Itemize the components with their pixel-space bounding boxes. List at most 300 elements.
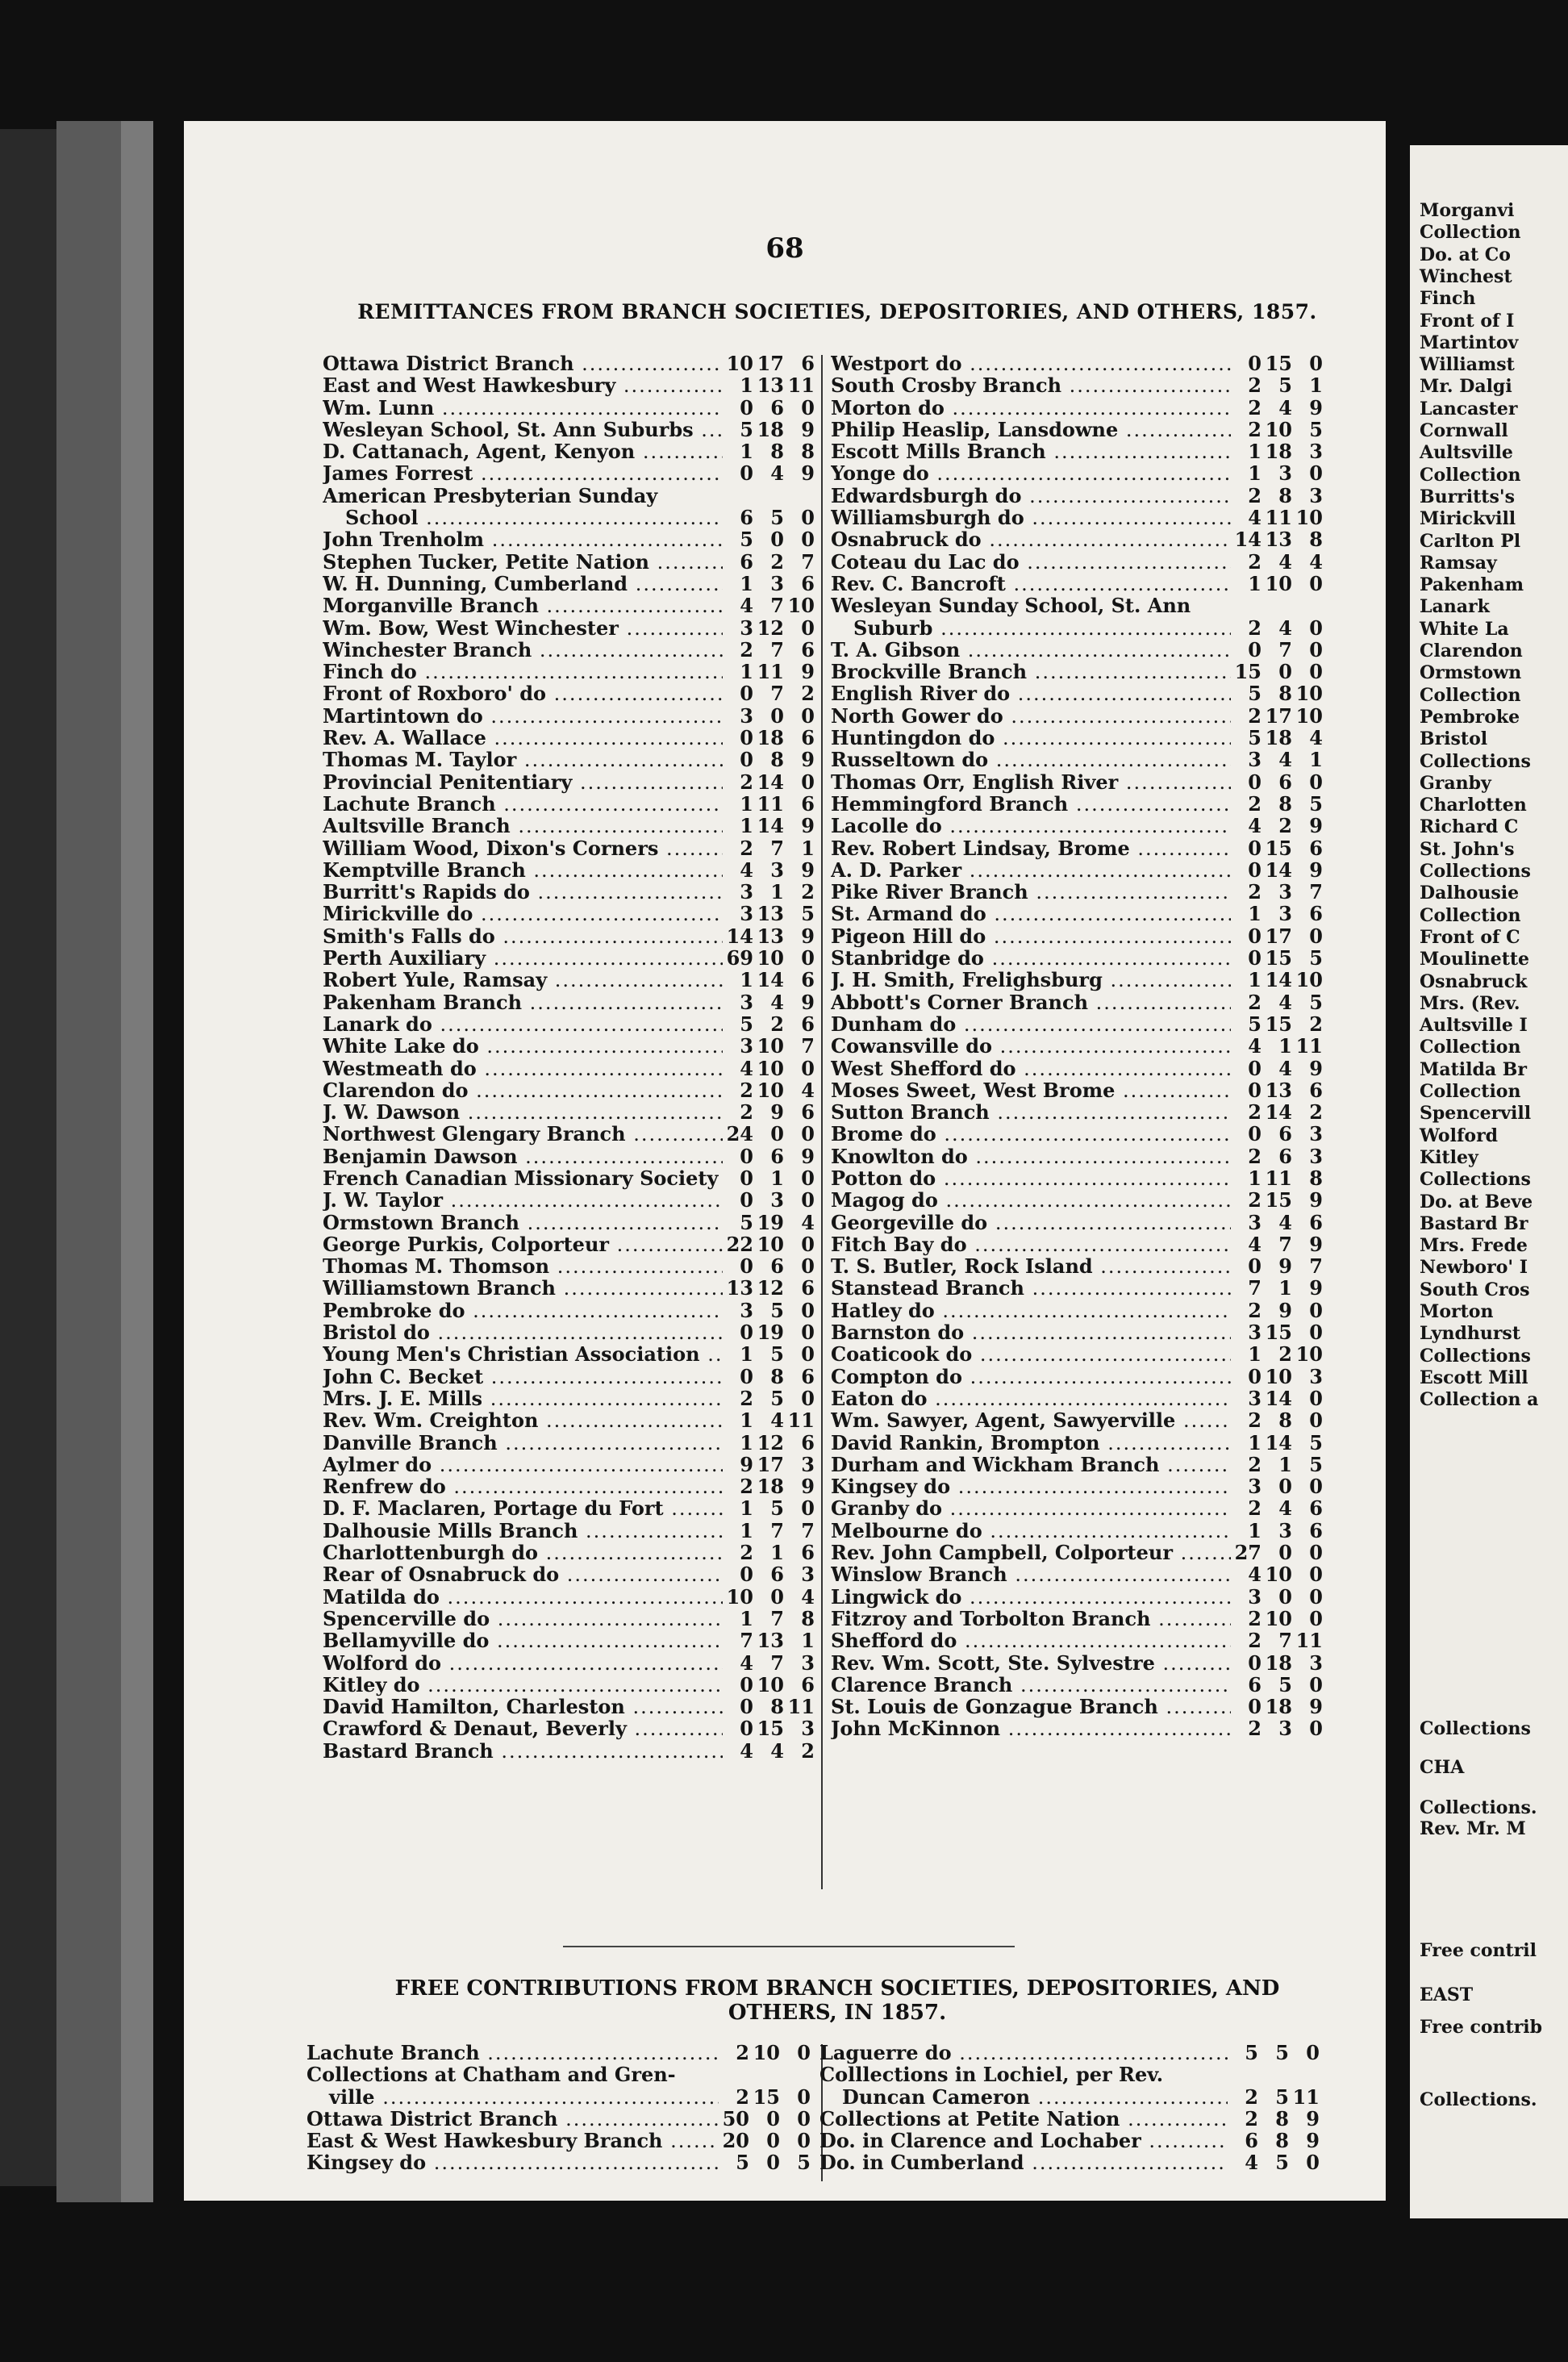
amount-pence: 9: [1309, 858, 1323, 882]
amount-shillings: 0: [770, 1122, 784, 1146]
amount-pence: 9: [801, 990, 815, 1014]
entry-row: [819, 2063, 1320, 2087]
amount-pounds: 4: [1248, 814, 1261, 838]
entry-name: Abbott's Corner Branch .....: [831, 991, 1231, 1014]
entry-name: Thomas M. Thomson .....: [323, 1254, 723, 1278]
amount-pence: 7: [1309, 880, 1323, 904]
amount-pence: 0: [1309, 1475, 1323, 1499]
entry-row: [323, 704, 815, 726]
amount-pence: 0: [801, 1342, 815, 1367]
amount-pence: 11: [787, 1695, 815, 1719]
entry-row: [323, 902, 815, 924]
amount-pence: 6: [1309, 1496, 1323, 1521]
amount-pence: 0: [1309, 924, 1323, 948]
facing-page-fragment: Front of I: [1420, 310, 1515, 332]
amount-pence: 2: [801, 880, 815, 904]
facing-page-fragment: Burritts's: [1420, 486, 1515, 507]
amount-shillings: 15: [1265, 1321, 1292, 1345]
amount-pence: 5: [797, 2151, 811, 2175]
entry-name: John C. Becket .....: [323, 1365, 723, 1388]
amount-pence: 6: [801, 637, 815, 661]
facing-page-fragment: Pembroke: [1420, 706, 1520, 728]
entry-name: Pigeon Hill do .....: [831, 924, 1231, 948]
facing-page-fragment: Matilda Br: [1420, 1058, 1527, 1080]
amount-pence: 3: [1309, 1144, 1323, 1168]
entry-name: Rev. Wm. Creighton .....: [323, 1408, 723, 1432]
entry-row: [323, 418, 815, 440]
facing-page-fragment: Lyndhurst: [1420, 1323, 1520, 1345]
amount-pounds: 2: [740, 1100, 753, 1125]
facing-page-fragment: Collections: [1420, 1345, 1531, 1367]
entry-name: Russeltown do .....: [831, 748, 1231, 771]
amount-shillings: 5: [770, 1386, 784, 1410]
entry-name: A. D. Parker .....: [831, 858, 1231, 882]
amount-shillings: 10: [1265, 1606, 1292, 1630]
amount-shillings: 5: [1275, 2084, 1289, 2109]
entry-name: Edwardsburgh do .....: [831, 484, 1231, 507]
amount-shillings: 17: [757, 1452, 784, 1476]
amount-shillings: 4: [1278, 1056, 1292, 1080]
facing-page-fragment: Collections: [1420, 750, 1531, 772]
amount-pence: 0: [797, 2084, 811, 2109]
amount-pence: 1: [1309, 373, 1323, 398]
amount-pence: 9: [801, 924, 815, 948]
entry-row: [323, 1585, 815, 1607]
entry-row: [831, 572, 1323, 594]
amount-pence: 9: [1309, 1232, 1323, 1256]
amount-pounds: 3: [740, 990, 753, 1014]
amount-shillings: 7: [770, 1606, 784, 1630]
facing-page-fragment: Collection: [1420, 904, 1521, 926]
amount-pounds: 1: [740, 791, 753, 816]
amount-pounds: 2: [1248, 616, 1261, 640]
entry-row: [831, 1145, 1323, 1166]
amount-pounds: 4: [1248, 1563, 1261, 1587]
amount-pounds: 2: [1248, 483, 1261, 507]
amount-pounds: 2: [1248, 417, 1261, 441]
entry-row: [831, 814, 1323, 836]
amount-pence: 0: [1309, 1541, 1323, 1565]
amount-shillings: 14: [757, 814, 784, 838]
entry-name: Kitley do .....: [323, 1673, 723, 1696]
entry-name: Eaton do .....: [831, 1387, 1231, 1410]
entry-row: [323, 1496, 815, 1521]
amount-pence: 4: [801, 1210, 815, 1234]
amount-pence: 0: [801, 395, 815, 419]
entry-row: [323, 858, 815, 880]
amount-pence: 6: [1309, 836, 1323, 860]
amount-shillings: 2: [1278, 814, 1292, 838]
amount-pounds: 0: [740, 1695, 753, 1719]
amount-shillings: 8: [1278, 791, 1292, 816]
entry-row: [307, 2063, 811, 2087]
amount-shillings: 14: [757, 770, 784, 794]
entry-row: [323, 1519, 815, 1541]
amount-shillings: 12: [757, 616, 784, 640]
amount-pounds: 5: [740, 528, 753, 552]
entry-name: Lanark do .....: [323, 1012, 723, 1036]
entry-row: [831, 1496, 1323, 1521]
amount-pounds: 0: [1248, 1650, 1261, 1675]
facing-page-fragment: Free contril: [1420, 1940, 1537, 1961]
entry-row: [323, 572, 815, 594]
amount-pounds: 2: [740, 637, 753, 661]
entry-row: [831, 1254, 1323, 1279]
entry-name: North Gower do .....: [831, 704, 1231, 728]
entry-name: ville .....: [307, 2085, 719, 2109]
amount-pounds: 3: [1248, 1475, 1261, 1499]
entry-name: Charlottenburgh do .....: [323, 1541, 723, 1564]
amount-pounds: 3: [1248, 1386, 1261, 1410]
entry-row: [307, 2085, 811, 2107]
amount-pounds: 0: [740, 1717, 753, 1741]
facing-page-fragment: Morganvi: [1420, 200, 1515, 221]
entry-row: [819, 2129, 1320, 2151]
entry-name: Wesleyan Sunday School, St. Ann: [831, 594, 1191, 618]
amount-pence: 7: [801, 1034, 815, 1058]
entry-name: Osnabruck do .....: [831, 528, 1231, 551]
entry-name: Smith's Falls do .....: [323, 924, 723, 948]
amount-pounds: 2: [1248, 549, 1261, 574]
entry-row: [831, 506, 1323, 528]
entry-name: Robert Yule, Ramsay .....: [323, 968, 723, 991]
entry-row: [323, 528, 815, 552]
entry-name: Westport do .....: [831, 352, 1231, 375]
entry-row: [323, 1188, 815, 1210]
entry-name: Bellamyville do .....: [323, 1629, 723, 1652]
entry-name: Front of Roxboro' do .....: [323, 682, 723, 705]
entry-name: Morton do .....: [831, 396, 1231, 419]
amount-pounds: 2: [1248, 1606, 1261, 1630]
entry-row: [323, 682, 815, 706]
amount-pence: 0: [801, 1496, 815, 1521]
amount-shillings: 2: [770, 549, 784, 574]
facing-page-fragment: Moulinette: [1420, 949, 1530, 970]
entry-name: John Trenholm .....: [323, 528, 723, 551]
entry-name: Spencerville do .....: [323, 1607, 723, 1630]
entry-row: [831, 770, 1323, 792]
facing-page-fragment: Do. at Beve: [1420, 1191, 1533, 1212]
entry-name: Ottawa District Branch .....: [323, 352, 723, 375]
amount-pounds: 1: [740, 1496, 753, 1521]
amount-pence: 11: [1292, 2084, 1320, 2109]
entry-name: Kingsey do .....: [831, 1475, 1231, 1498]
amount-pounds: 2: [1248, 395, 1261, 419]
facing-page-fragment: EAST: [1420, 1984, 1474, 2005]
entry-name: Rev. C. Bancroft .....: [831, 572, 1231, 595]
amount-pence: 3: [1309, 483, 1323, 507]
amount-pounds: 24: [726, 1122, 753, 1146]
entry-name: Renfrew do .....: [323, 1475, 723, 1498]
amount-shillings: 18: [757, 726, 784, 750]
facing-page-fragment: White La: [1420, 618, 1509, 640]
entry-row: [323, 1100, 815, 1125]
facing-page-fragment: Aultsville: [1420, 442, 1513, 464]
entry-name: Kingsey do .....: [307, 2151, 719, 2174]
amount-pounds: 3: [1248, 1584, 1261, 1609]
amount-pounds: 2: [1248, 791, 1261, 816]
amount-shillings: 5: [1278, 1672, 1292, 1696]
entry-row: [831, 946, 1323, 968]
amount-shillings: 0: [1278, 660, 1292, 684]
amount-shillings: 0: [766, 2129, 780, 2153]
amount-shillings: 9: [770, 1100, 784, 1125]
amount-pounds: 6: [740, 549, 753, 574]
amount-pence: 0: [801, 1321, 815, 1345]
amount-shillings: 5: [1275, 2151, 1289, 2175]
entry-row: [831, 748, 1323, 770]
facing-page-fragment: Pakenham: [1420, 574, 1524, 596]
entry-name: Stanbridge do .....: [831, 946, 1231, 970]
amount-shillings: 1: [770, 1541, 784, 1565]
entry-name: East & West Hawkesbury Branch .....: [307, 2129, 719, 2152]
entry-row: [323, 638, 815, 660]
amount-pence: 11: [787, 373, 815, 398]
amount-shillings: 10: [1265, 1563, 1292, 1587]
entry-name: D. Cattanach, Agent, Kenyon .....: [323, 440, 723, 463]
entry-row: [831, 1188, 1323, 1210]
amount-pounds: 0: [740, 1144, 753, 1168]
amount-shillings: 14: [1265, 1430, 1292, 1454]
entry-name: Wesleyan School, St. Ann Suburbs .....: [323, 418, 723, 441]
amount-pence: 0: [1309, 1386, 1323, 1410]
facing-page-fragment: Bastard Br: [1420, 1212, 1528, 1234]
entry-row: [831, 1651, 1323, 1673]
amount-shillings: 0: [770, 703, 784, 728]
facing-page-fragment: Collection: [1420, 222, 1521, 244]
amount-shillings: 15: [1265, 946, 1292, 970]
entry-row: [831, 1408, 1323, 1433]
amount-pounds: 5: [740, 1012, 753, 1036]
amount-pounds: 0: [740, 461, 753, 486]
entry-name: Huntingdon do .....: [831, 726, 1231, 749]
amount-pence: 0: [1309, 1321, 1323, 1345]
amount-shillings: 10: [1265, 571, 1292, 595]
amount-pence: 5: [1309, 1452, 1323, 1476]
amount-pounds: 3: [740, 880, 753, 904]
amount-pence: 7: [801, 549, 815, 574]
amount-shillings: 3: [1278, 1518, 1292, 1542]
amount-pounds: 1: [740, 1606, 753, 1630]
entry-row: [831, 1431, 1323, 1453]
amount-pounds: 2: [1248, 1717, 1261, 1741]
facing-page-edge: [1410, 145, 1568, 2218]
amount-pence: 7: [801, 1518, 815, 1542]
amount-pounds: 7: [740, 1629, 753, 1653]
entry-name: Bastard Branch .....: [323, 1739, 723, 1763]
amount-shillings: 8: [1278, 483, 1292, 507]
amount-pence: 0: [1309, 770, 1323, 794]
amount-shillings: 18: [757, 1475, 784, 1499]
amount-pence: 9: [1306, 2129, 1320, 2153]
entry-name: Lachute Branch .....: [307, 2041, 719, 2064]
amount-shillings: 8: [770, 1695, 784, 1719]
amount-pence: 8: [801, 1606, 815, 1630]
amount-pence: 0: [801, 1298, 815, 1322]
entry-name: Granby do .....: [831, 1496, 1231, 1520]
amount-pence: 2: [1309, 1012, 1323, 1036]
entry-row: [831, 726, 1323, 748]
amount-pounds: 3: [740, 616, 753, 640]
amount-shillings: 13: [757, 902, 784, 926]
entry-name: Wm. Lunn .....: [323, 396, 723, 419]
free-contributions-heading: [321, 1976, 1353, 2025]
entry-name: Hemmingford Branch .....: [831, 792, 1231, 816]
entry-row: [819, 2085, 1320, 2107]
amount-pounds: 1: [740, 814, 753, 838]
entry-name: Wolford do .....: [323, 1651, 723, 1675]
amount-pounds: 0: [740, 748, 753, 772]
amount-pence: 0: [801, 1166, 815, 1190]
entry-row: [323, 1122, 815, 1144]
amount-pence: 11: [787, 1408, 815, 1433]
amount-shillings: 10: [753, 2041, 780, 2064]
amount-pence: 6: [1309, 1210, 1323, 1234]
amount-pounds: 2: [1248, 1452, 1261, 1476]
free-contributions-left-column: [307, 2041, 811, 2173]
amount-shillings: 14: [1265, 858, 1292, 882]
facing-page-fragment: Wolford: [1420, 1125, 1499, 1146]
amount-pounds: 4: [1248, 1232, 1261, 1256]
entry-name: Clarendon do .....: [323, 1079, 723, 1102]
amount-shillings: 8: [770, 1364, 784, 1388]
entry-row: [819, 2041, 1320, 2063]
entry-name: Young Men's Christian Association .....: [323, 1342, 723, 1366]
amount-pence: 5: [1309, 946, 1323, 970]
amount-pence: 0: [1309, 1563, 1323, 1587]
entry-name: Magog do .....: [831, 1188, 1231, 1212]
entry-name: Thomas M. Taylor .....: [323, 748, 723, 771]
entry-row: [323, 1387, 815, 1408]
entry-row: [323, 616, 815, 638]
amount-pence: 4: [1309, 726, 1323, 750]
amount-pence: 9: [801, 1475, 815, 1499]
entry-name: Barnston do .....: [831, 1321, 1231, 1344]
amount-shillings: 7: [770, 682, 784, 706]
amount-pounds: 0: [1248, 352, 1261, 375]
entry-row: [831, 1563, 1323, 1587]
amount-pounds: 2: [1248, 1496, 1261, 1521]
amount-pounds: 2: [1248, 880, 1261, 904]
entry-row: [323, 484, 815, 506]
entry-name: Bristol do .....: [323, 1321, 723, 1344]
amount-pounds: 2: [1245, 2106, 1258, 2130]
amount-pounds: 27: [1234, 1541, 1261, 1565]
amount-pounds: 2: [1248, 703, 1261, 728]
amount-pounds: 2: [740, 1386, 753, 1410]
amount-pence: 1: [1309, 748, 1323, 772]
amount-pounds: 3: [740, 1298, 753, 1322]
facing-page-fragment: Aultsville I: [1420, 1015, 1528, 1037]
amount-pence: 0: [801, 1232, 815, 1256]
amount-pence: 1: [801, 836, 815, 860]
amount-shillings: 10: [1265, 417, 1292, 441]
entry-name: Rev. John Campbell, Colporteur .....: [831, 1541, 1231, 1564]
entry-name: East and West Hawkesbury .....: [323, 373, 723, 397]
amount-pence: 0: [801, 528, 815, 552]
amount-pounds: 1: [1248, 440, 1261, 464]
entry-row: [819, 2151, 1320, 2175]
amount-shillings: 11: [1265, 506, 1292, 530]
entry-name: Fitzroy and Torbolton Branch .....: [831, 1607, 1231, 1630]
amount-shillings: 1: [1278, 1276, 1292, 1300]
entry-name: West Shefford do .....: [831, 1057, 1231, 1080]
amount-shillings: 0: [1278, 1541, 1292, 1565]
amount-shillings: 6: [770, 395, 784, 419]
amount-shillings: 8: [1275, 2106, 1289, 2130]
entry-name: Dunham do .....: [831, 1012, 1231, 1036]
amount-pence: 10: [787, 594, 815, 618]
amount-shillings: 14: [1265, 968, 1292, 992]
amount-shillings: 4: [770, 1738, 784, 1763]
entry-name: Finch do .....: [323, 660, 723, 683]
entry-row: [323, 1211, 815, 1233]
entry-row: [323, 1145, 815, 1166]
amount-pounds: 4: [740, 858, 753, 882]
amount-shillings: 3: [1278, 1717, 1292, 1741]
entry-row: [831, 1717, 1323, 1741]
amount-pounds: 2: [740, 1541, 753, 1565]
amount-shillings: 8: [770, 440, 784, 464]
facing-page-fragment: Free contrib: [1420, 2017, 1543, 2038]
amount-pounds: 0: [1248, 1695, 1261, 1719]
amount-pounds: 10: [726, 1584, 753, 1609]
amount-pounds: 5: [740, 417, 753, 441]
amount-pounds: 1: [740, 1408, 753, 1433]
amount-pounds: 13: [726, 1276, 753, 1300]
amount-shillings: 6: [770, 1254, 784, 1279]
entry-row: [323, 924, 815, 946]
amount-shillings: 14: [757, 968, 784, 992]
amount-shillings: 18: [757, 417, 784, 441]
facing-page-fragment: Martintov: [1420, 332, 1519, 353]
entry-row: [831, 418, 1323, 440]
entry-name: Provincial Penitentiary .....: [323, 770, 723, 794]
entry-row: [323, 1673, 815, 1695]
entry-row: [831, 682, 1323, 706]
amount-pounds: 9: [740, 1452, 753, 1476]
entry-name: South Crosby Branch .....: [831, 373, 1231, 397]
amount-pounds: 0: [1248, 1056, 1261, 1080]
entry-row: [831, 858, 1323, 880]
facing-page-fragment: Morton: [1420, 1301, 1494, 1322]
amount-pence: 2: [801, 1738, 815, 1763]
amount-pounds: 0: [1248, 946, 1261, 970]
amount-pounds: 1: [1248, 571, 1261, 595]
amount-shillings: 7: [1278, 1629, 1292, 1653]
entry-name: Durham and Wickham Branch .....: [831, 1453, 1231, 1476]
amount-pounds: 4: [740, 594, 753, 618]
amount-pounds: 0: [740, 1563, 753, 1587]
amount-shillings: 0: [766, 2151, 780, 2175]
amount-pence: 8: [1309, 528, 1323, 552]
entry-row: [323, 1299, 815, 1321]
amount-pounds: 0: [740, 726, 753, 750]
entry-name: Benjamin Dawson .....: [323, 1145, 723, 1168]
entry-name: Williamstown Branch .....: [323, 1276, 723, 1300]
amount-shillings: 15: [1265, 836, 1292, 860]
amount-pounds: 2: [1248, 1100, 1261, 1125]
column-divider: [821, 355, 823, 1889]
amount-shillings: 4: [770, 1408, 784, 1433]
entry-row: [323, 946, 815, 968]
amount-pounds: 1: [740, 1518, 753, 1542]
amount-shillings: 6: [770, 1144, 784, 1168]
entry-name: American Presbyterian Sunday: [323, 483, 658, 507]
amount-pence: 0: [1309, 1672, 1323, 1696]
entry-name: John McKinnon .....: [831, 1717, 1231, 1740]
entry-row: [831, 968, 1323, 990]
